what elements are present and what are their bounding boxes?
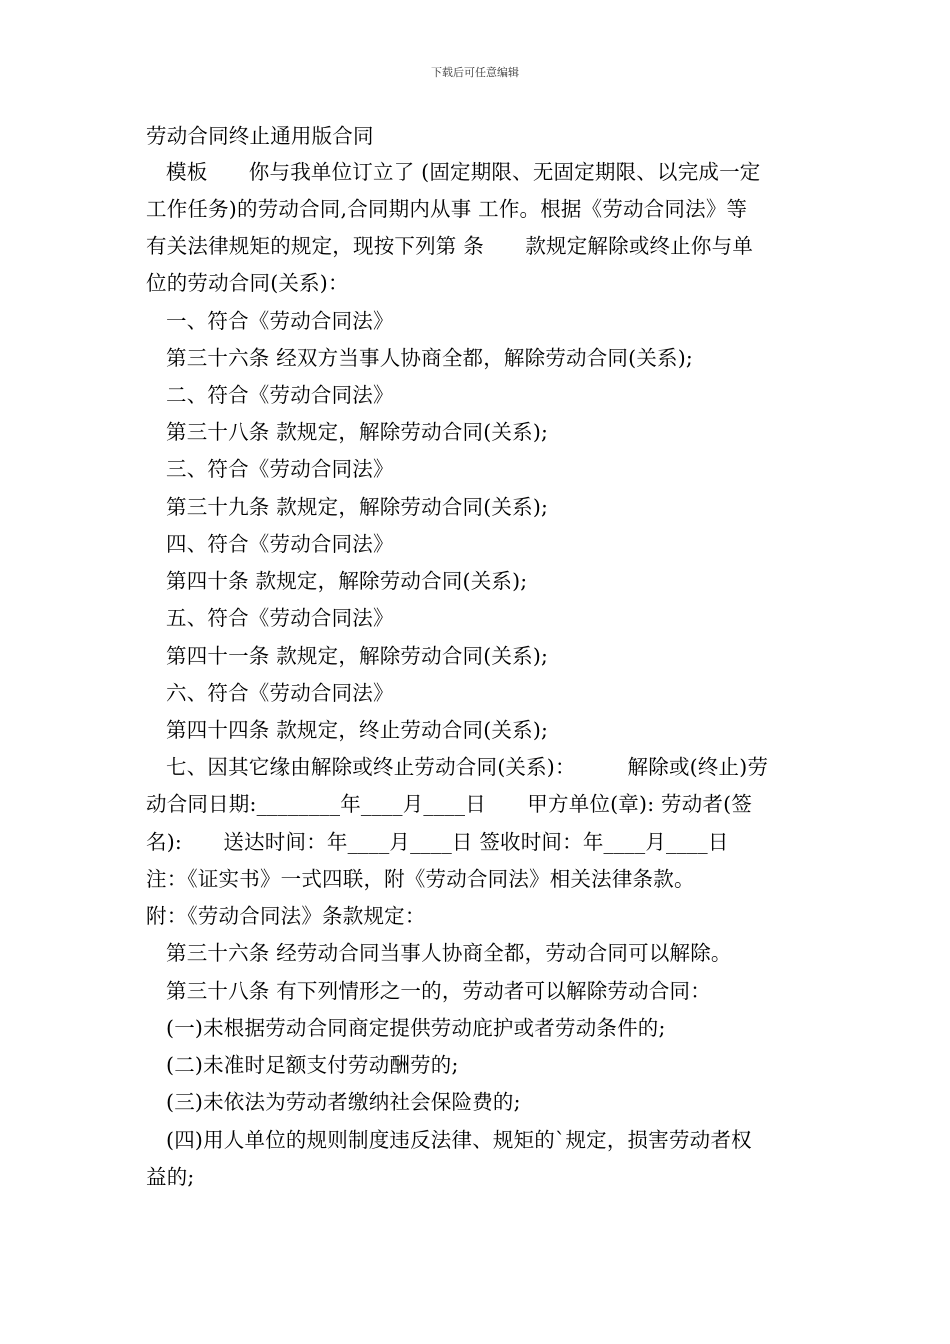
clause-heading: 六、符合《劳动合同法》 [166, 681, 394, 705]
list-item-continuation: 益的; [146, 1165, 195, 1189]
appendix-heading: 附：《劳动合同法》条款规定： [146, 904, 426, 928]
paragraph-line: 有关法律规矩的规定，现按下列第 条 款规定解除或终止你与单 [146, 234, 754, 258]
clause-line: 第三十六条 经双方当事人协商全都，解除劳动合同(关系); [166, 346, 694, 370]
document-title: 劳动合同终止通用版合同 [146, 124, 374, 148]
clause-line: 第四十条 款规定，解除劳动合同(关系); [166, 569, 528, 593]
clause-heading: 五、符合《劳动合同法》 [166, 606, 394, 630]
list-item: (三)未依法为劳动者缴纳社会保险费的; [166, 1090, 521, 1114]
clause-line: 第四十一条 款规定，解除劳动合同(关系); [166, 644, 549, 668]
clause-line: 第三十六条 经劳动合同当事人协商全都，劳动合同可以解除。 [166, 941, 732, 965]
paragraph-line: 名): 送达时间：年____月____日 签收时间：年____月____日 [146, 830, 729, 854]
paragraph-line: 工作任务)的劳动合同,合同期内从事 工作。根据《劳动合同法》等 [146, 197, 748, 221]
clause-line: 第三十八条 有下列情形之一的，劳动者可以解除劳动合同： [166, 979, 711, 1003]
clause-heading: 四、符合《劳动合同法》 [166, 532, 394, 556]
paragraph-line: 位的劳动合同(关系)： [146, 271, 349, 295]
clause-line: 第三十九条 款规定，解除劳动合同(关系); [166, 495, 549, 519]
clause-heading: 二、符合《劳动合同法》 [166, 383, 394, 407]
list-item: (一)未根据劳动合同商定提供劳动庇护或者劳动条件的; [166, 1016, 666, 1040]
paragraph-line: 七、因其它缘由解除或终止劳动合同(关系)： 解除或(终止)劳 [166, 755, 769, 779]
clause-line: 第四十四条 款规定，终止劳动合同(关系); [166, 718, 549, 742]
note-line: 注：《证实书》一式四联，附《劳动合同法》相关法律条款。 [146, 867, 695, 891]
list-item: (二)未准时足额支付劳动酬劳的; [166, 1053, 459, 1077]
paragraph-line: 模板 你与我单位订立了 (固定期限、无固定期限、以完成一定 [166, 160, 761, 184]
clause-heading: 一、符合《劳动合同法》 [166, 309, 394, 333]
clause-line: 第三十八条 款规定，解除劳动合同(关系); [166, 420, 549, 444]
paragraph-line: 动合同日期:________年____月____日 甲方单位(章): 劳动者(签 [146, 792, 753, 816]
page-header: 下载后可任意编辑 [431, 66, 519, 79]
clause-heading: 三、符合《劳动合同法》 [166, 457, 394, 481]
list-item: (四)用人单位的规则制度违反法律、规矩的`规定，损害劳动者权 [166, 1128, 752, 1152]
